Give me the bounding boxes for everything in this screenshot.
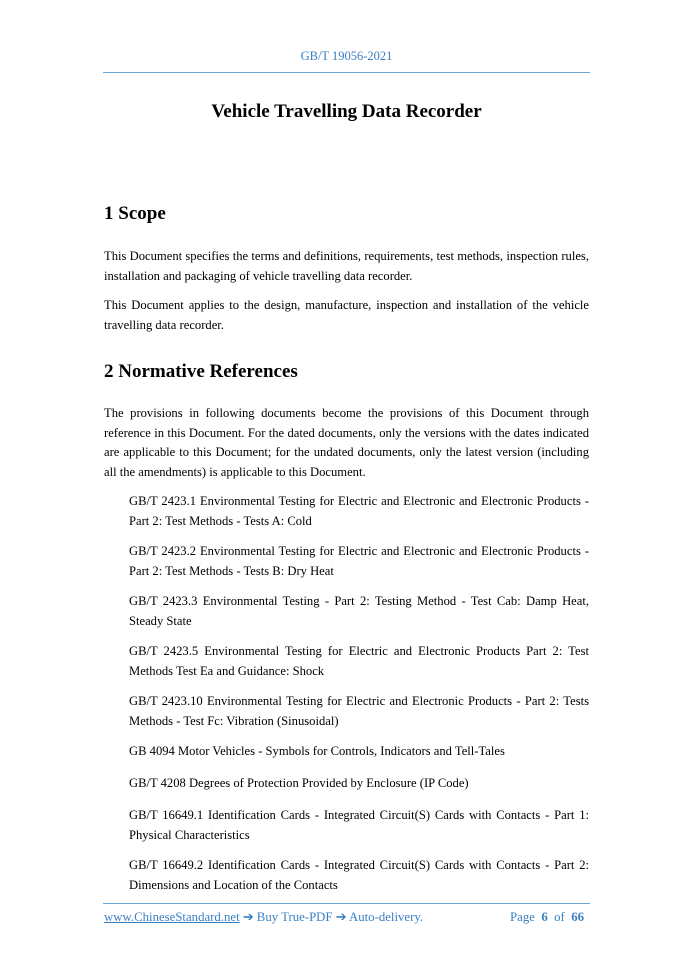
- footer-promo: [104, 910, 423, 925]
- section-2-heading: 2 Normative References: [104, 361, 298, 382]
- page-current: 6: [541, 910, 548, 924]
- scope-paragraph-2: This Document applies to the design, manufacture, inspection and installation of the vehicle travelling data recorder.: [104, 298, 589, 332]
- scope-paragraph-1: This Document specifies the terms and definitions, requirements, test methods, inspection rules, installation and packaging of vehicle travelling data recorder.: [104, 249, 589, 283]
- reference-item: GB/T 2423.5 Environmental Testing for Electric and Electronic Products Part 2: Test Methods Test Ea and Guidance: Shock: [129, 644, 589, 678]
- chinesestandard-link[interactable]: www.ChineseStandard.net: [104, 910, 240, 924]
- document-title: Vehicle Travelling Data Recorder: [211, 101, 482, 122]
- reference-item: GB/T 2423.10 Environmental Testing for Electric and Electronic Products - Part 2: Tests Methods - Test Fc: Vibration (Sinusoidal): [129, 694, 589, 728]
- page-indicator: [510, 910, 584, 925]
- page-of-label: of: [554, 910, 565, 924]
- reference-item: GB 4094 Motor Vehicles - Symbols for Controls, Indicators and Tell-Tales: [129, 744, 505, 758]
- arrow-right-icon: ➔: [335, 910, 347, 924]
- footer-divider: [103, 903, 590, 904]
- reference-item: GB/T 16649.2 Identification Cards - Integrated Circuit(S) Cards with Contacts - Part 2: Dimensions and Location of the Contacts: [129, 858, 589, 892]
- section-1-heading: 1 Scope: [104, 203, 166, 224]
- normative-references-intro: The provisions in following documents become the provisions of this Document through reference in this Document. For the dated documents, only the versions with the dates indicated are applicable to this Document; for the undated documents, only the latest version (including all the amendments) is applicable to this Document.: [104, 406, 589, 479]
- reference-item: GB/T 2423.2 Environmental Testing for Electric and Electronic and Electronic Products - Part 2: Test Methods - Tests B: Dry Heat: [129, 544, 589, 578]
- header-standard-code: GB/T 19056-2021: [300, 49, 393, 63]
- auto-delivery-text: Auto-delivery.: [348, 910, 424, 924]
- reference-item: GB/T 4208 Degrees of Protection Provided by Enclosure (IP Code): [129, 776, 469, 790]
- reference-item: GB/T 2423.3 Environmental Testing - Part 2: Testing Method - Test Cab: Damp Heat, Steady State: [129, 594, 589, 628]
- header-divider: [103, 72, 590, 73]
- arrow-right-icon: ➔: [242, 910, 254, 924]
- reference-item: GB/T 2423.1 Environmental Testing for Electric and Electronic and Electronic Products - Part 2: Test Methods - Tests A: Cold: [129, 494, 589, 528]
- page-total: 66: [571, 910, 584, 924]
- reference-item: GB/T 16649.1 Identification Cards - Integrated Circuit(S) Cards with Contacts - Part 1: Physical Characteristics: [129, 808, 589, 842]
- buy-true-pdf-text: Buy True-PDF: [256, 910, 333, 924]
- page-label: Page: [510, 910, 535, 924]
